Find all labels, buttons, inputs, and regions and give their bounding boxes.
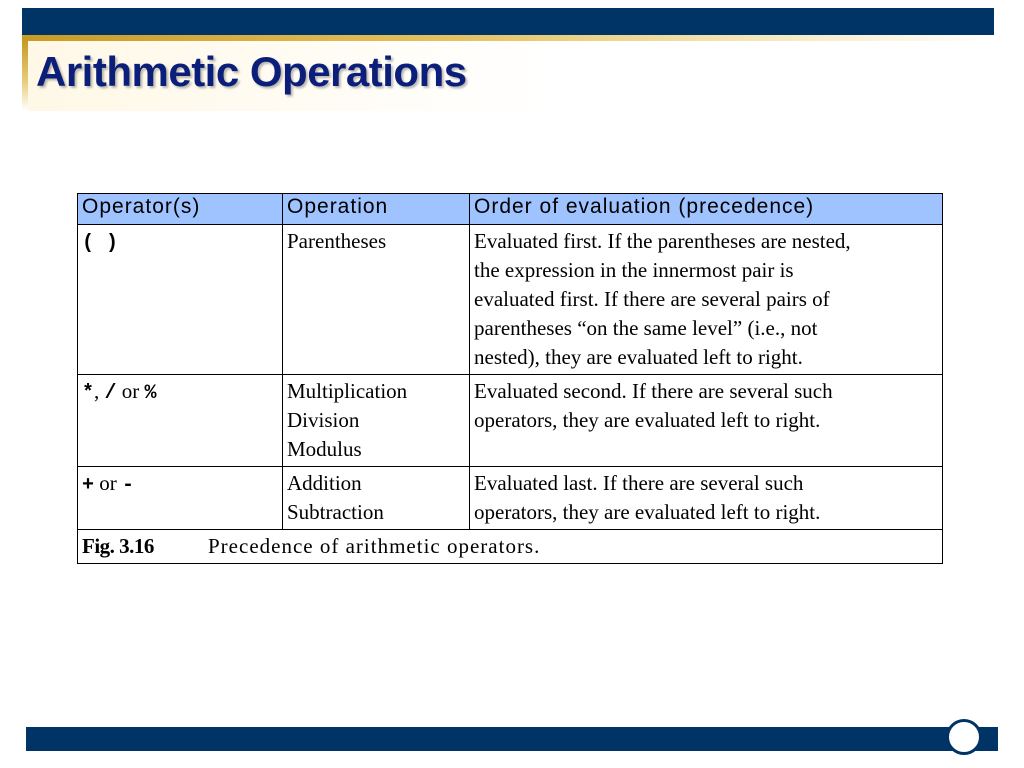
operators-cell xyxy=(78,225,283,375)
top-banner-bar xyxy=(22,8,994,35)
order-cell xyxy=(470,375,943,467)
order-cell xyxy=(470,467,943,530)
order-line: operators, they are evaluated left to right. xyxy=(474,408,821,432)
operator-symbol: / xyxy=(104,382,117,405)
figure-caption-text: Precedence of arithmetic operators. xyxy=(208,534,541,558)
table-row xyxy=(78,225,943,375)
operation-cell xyxy=(283,225,470,375)
operation-name: Parentheses xyxy=(287,229,387,253)
order-line: evaluated first. If there are several pairs of xyxy=(474,287,830,311)
operation-cell xyxy=(283,375,470,467)
operation-name: Addition xyxy=(287,471,362,495)
order-line: the expression in the innermost pair is xyxy=(474,258,794,282)
order-line: Evaluated first. If the parentheses are nested, xyxy=(474,229,851,253)
operator-symbol: % xyxy=(144,382,157,405)
header-operators: Operator(s) xyxy=(78,194,283,225)
operators-cell xyxy=(78,467,283,530)
header-operation: Operation xyxy=(283,194,470,225)
order-line: operators, they are evaluated left to right. xyxy=(474,500,821,524)
operation-cell xyxy=(283,467,470,530)
operation-name: Division xyxy=(287,408,360,432)
title-left-stripe xyxy=(22,41,28,111)
precedence-table xyxy=(77,193,943,564)
operator-symbol: ( ) xyxy=(82,232,119,255)
order-cell xyxy=(470,225,943,375)
order-line: nested), they are evaluated left to right. xyxy=(474,345,803,369)
caption-row xyxy=(78,530,943,564)
operator-symbol: + xyxy=(82,474,95,497)
operation-name: Subtraction xyxy=(287,500,384,524)
operation-name: Multiplication xyxy=(287,379,408,403)
operator-separator: , xyxy=(94,379,105,403)
operation-name: Modulus xyxy=(287,437,362,461)
operator-separator: or xyxy=(116,379,145,403)
order-line: Evaluated second. If there are several such xyxy=(474,379,833,403)
table-row xyxy=(78,375,943,467)
order-line: parentheses “on the same level” (i.e., not xyxy=(474,316,818,340)
figure-caption xyxy=(78,530,943,564)
slide-title: Arithmetic Operations xyxy=(36,48,467,95)
operator-separator: or xyxy=(94,471,123,495)
figure-number: Fig. 3.16 xyxy=(82,534,154,558)
title-gold-accent xyxy=(22,35,994,41)
header-order: Order of evaluation (precedence) xyxy=(470,194,943,225)
table-header-row xyxy=(78,194,943,225)
operator-symbol: * xyxy=(82,382,95,405)
operators-cell xyxy=(78,375,283,467)
operator-symbol: - xyxy=(122,474,135,497)
bottom-banner-bar xyxy=(26,727,998,751)
table-row xyxy=(78,467,943,530)
order-line: Evaluated last. If there are several such xyxy=(474,471,804,495)
circle-icon xyxy=(946,719,982,755)
